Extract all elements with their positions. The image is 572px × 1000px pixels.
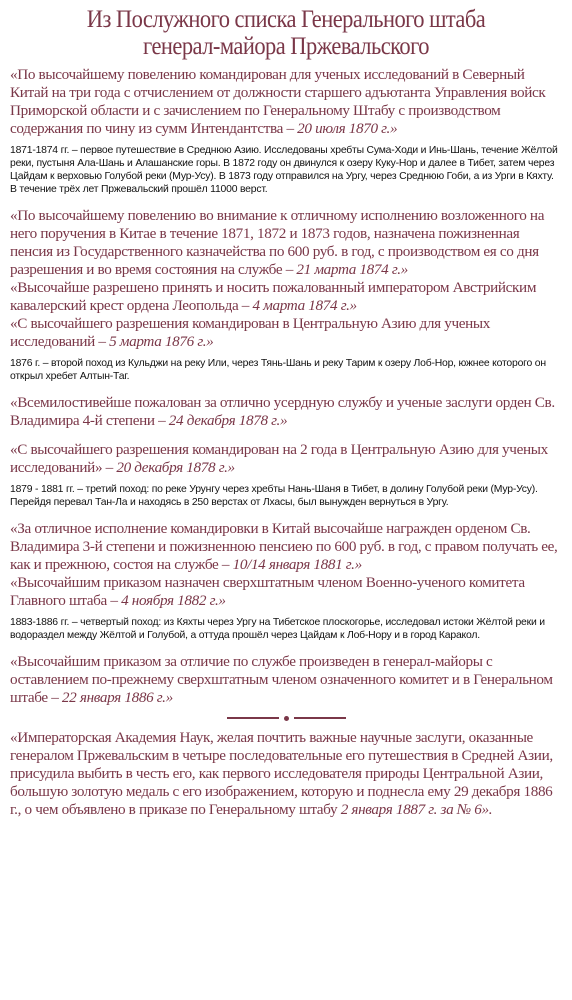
service-record-entry bbox=[10, 574, 562, 610]
entry-text: «По высочайшему повелению командирован для ученых исследований в Северный Китай на три года с отчислением от должности старшего адъютанта Управления войск Приморской области и с зачислением по Генеральному Штабу с производством содержания по чину из сумм Интендантства – bbox=[10, 66, 546, 137]
service-record-entry bbox=[10, 441, 562, 477]
expedition-years: 1879 - 1881 гг. bbox=[10, 484, 75, 495]
service-record-entry bbox=[10, 66, 562, 138]
service-record-entry bbox=[10, 279, 562, 315]
entry-text: «По высочайшему повелению во внимание к отличному исполнению возложенного на него поручения в Китае в течение 1871, 1872 и 1873 годов, назначена пожизненная пенсия из Государственного казначейства по 600 руб. в год, с производством ея со дня разрешения и во время состояния на службе bbox=[10, 207, 545, 278]
title-line-2: генерал-майора Пржевальского bbox=[143, 33, 429, 60]
section-divider bbox=[10, 710, 562, 726]
entry-text: «Высочайшим приказом за отличие по службе произведен в генерал-майоры с оставлением по-прежнему сверхштатным членом означенного комитет и в Генеральном штабе bbox=[10, 653, 553, 706]
entry-date: 4 ноября 1882 г.» bbox=[121, 592, 226, 609]
entry-date: 20 июля 1870 г.» bbox=[297, 120, 398, 137]
expedition-text: – первое путешествие в Среднюю Азию. Исследованы хребты Сума-Ходи и Инь-Шань, течение Жёлтой реки, пустыня Ала-Шань и Алашанские горы. В 1872 году он двинулся к озеру Куку-Нор и далее в Тибет, затем через Цайдам к верховью Голубой реки (Мур-Усу). В 1873 году отправился на Ургу, через Среднюю Гоби, а из Урги в Кяхту. В течение трёх лет Пржевальский прошёл 11000 верст. bbox=[10, 145, 558, 195]
divider-line-left bbox=[227, 717, 279, 719]
entry-text: «Высочайшим приказом назначен сверхштатным членом Военно-ученого комитета Главного штаба – bbox=[10, 574, 525, 609]
entry-text: «Высочайше разрешено принять и носить пожалованный императором Австрийским кавалерский крест ордена Леопольда bbox=[10, 279, 537, 314]
entry-date: – 24 декабря 1878 г.» bbox=[158, 412, 288, 429]
expedition-note bbox=[10, 483, 562, 509]
service-record-entry bbox=[10, 207, 562, 279]
entry-text: «Всемилостивейше пожалован за отлично усердную службу и ученые заслуги орден Св. Владимира 4-й степени bbox=[10, 394, 555, 429]
expedition-years: 1871-1874 гг. bbox=[10, 145, 70, 156]
entry-text: «Императорская Академия Наук, желая почтить важные научные заслуги, оказанные генералом Пржевальским в четыре последовательные его путешествия в Средней Азии, присудила выбить в честь его, как первого исследователя природы Центральной Азии, большую золотую медаль с его изображением, которую и поднесла ему 29 декабря 1886 г., о чем объявлено в приказе по Генеральному штабу bbox=[10, 729, 553, 818]
service-record-entry bbox=[10, 520, 562, 574]
divider-line-right bbox=[294, 717, 346, 719]
entry-date: 2 января 1887 г. за № 6». bbox=[340, 801, 493, 818]
expedition-text: – второй поход из Кульджи на реку Или, через Тянь-Шань и реку Тарим к озеру Лоб-Нор, южнее которого он открыл хребет Алтын-Таг. bbox=[10, 358, 546, 382]
expedition-years: 1883-1886 гг. bbox=[10, 617, 70, 628]
page-title bbox=[38, 6, 535, 60]
expedition-note bbox=[10, 144, 562, 196]
entry-date: – 10/14 января 1881 г.» bbox=[221, 556, 362, 573]
academy-award-entry bbox=[10, 729, 562, 819]
entry-date: – 21 марта 1874 г.» bbox=[285, 261, 408, 278]
expedition-note bbox=[10, 357, 562, 383]
entry-date: – 20 декабря 1878 г.» bbox=[105, 459, 235, 476]
expedition-text: – третий поход: по реке Урунгу через хребты Нань-Шаня в Тибет, в долину Голубой реки (Мур-Усу). Перейдя перевал Тан-Ла и находясь в 250 верстах от Лхасы, был вынужден вернуться в Ургу. bbox=[10, 484, 538, 508]
entry-date: – 5 марта 1876 г.» bbox=[98, 333, 214, 350]
service-record-entry bbox=[10, 653, 562, 707]
divider-dot bbox=[284, 716, 289, 721]
entry-text: «За отличное исполнение командировки в Китай высочайше награжден орденом Св. Владимира 3-й степени и пожизненною пенсиею по 600 руб. в год, с правом получать ее, как и прежнюю, состоя на службе bbox=[10, 520, 558, 573]
entry-date: – 4 марта 1874 г.» bbox=[241, 297, 357, 314]
title-line-1: Из Послужного списка Генерального штаба bbox=[86, 6, 486, 33]
service-record-entry bbox=[10, 315, 562, 351]
expedition-note bbox=[10, 616, 562, 642]
entry-text: «С высочайшего разрешения командирован на 2 года в Центральную Азию для ученых исследований» bbox=[10, 441, 548, 476]
entry-text: «С высочайшего разрешения командирован в Центральную Азию для ученых исследований bbox=[10, 315, 491, 350]
service-record-entry bbox=[10, 394, 562, 430]
expedition-text: – четвертый поход: из Кяхты через Ургу на Тибетское плоскогорье, исследовал истоки Жёлтой реки и водораздел между Жёлтой и Голубой, а оттуда прошёл через Цайдам к Лоб-Нору и в город Каракол. bbox=[10, 617, 545, 641]
expedition-years: 1876 г. bbox=[10, 358, 41, 369]
entry-date: – 22 января 1886 г.» bbox=[51, 689, 173, 706]
